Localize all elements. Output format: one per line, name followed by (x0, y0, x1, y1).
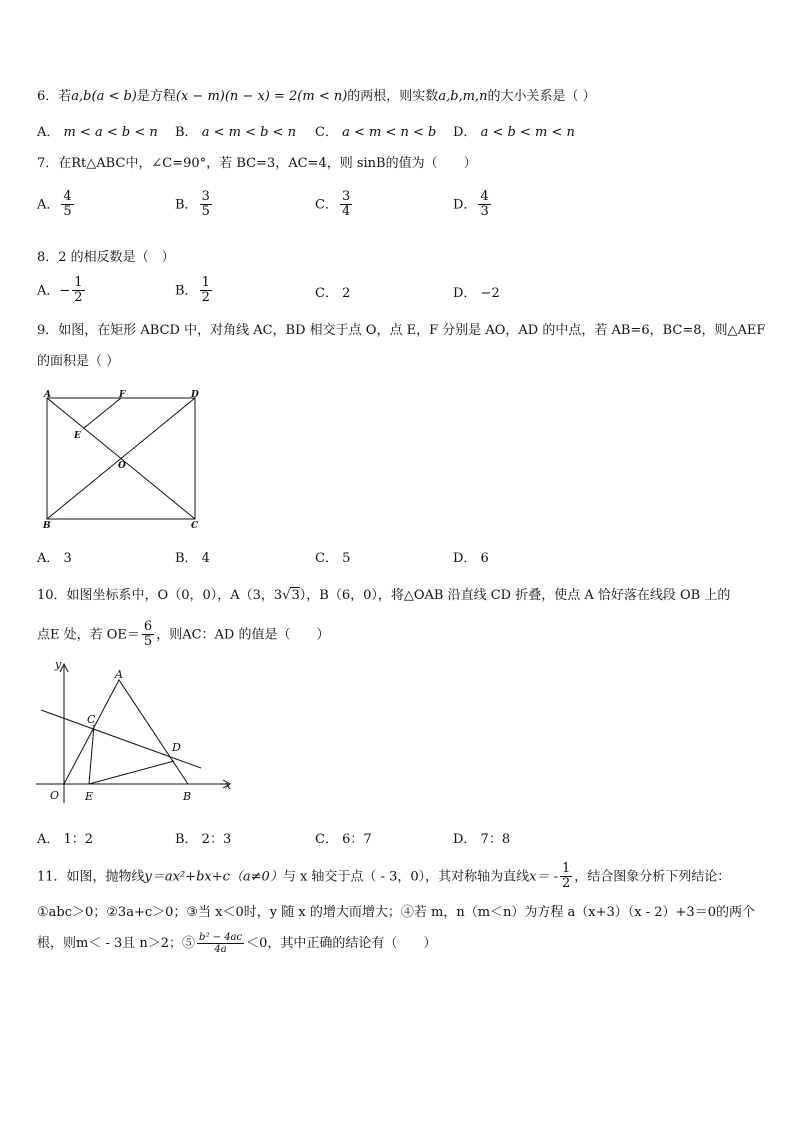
q7-option-b: B． $\frac{3}{5}$ (175, 189, 210, 220)
q9-option-d: D． 6 (453, 551, 489, 566)
q8-option-d: D． −2 (453, 286, 500, 301)
folded-segments (89, 725, 174, 784)
q7-option-a: A． $\frac{4}{5}$ (37, 189, 72, 220)
label-c: C (87, 713, 96, 726)
q7-option-c: C． $\frac{3}{4}$ (315, 189, 351, 220)
q6-option-b: B． a < m < b < n (175, 125, 296, 140)
q10-stem-line2: 点E 处，若 OE＝ $\frac{6}{5}$ ，则AC：AD 的值是（ ） (37, 619, 330, 650)
q9-option-a: A． 3 (37, 551, 72, 566)
q10-option-a: A． 1：2 (37, 832, 94, 847)
q11-line2: ①abc＞0；②3a+c＞0；③当 x＜0时，y 随 x 的增大而增大；④若 m，n（m＜n）为方程 a（x+3）（x - 2）+3＝0的两个 (37, 905, 755, 920)
q7-option-d: D． $\frac{4}{3}$ (453, 189, 489, 220)
label-e: E (85, 790, 94, 803)
q8-option-c: C． 2 (315, 286, 351, 301)
q10-coordinate-figure (36, 658, 246, 806)
q9-stem-line1: 9．如图，在矩形 ABCD 中，对角线 AC，BD 相交于点 O，点 E，F 分别是 AO，AD 的中点，若 AB=6，BC=8，则△AEF (37, 323, 766, 338)
q8-stem: 8．2 的相反数是（ ） (37, 250, 175, 265)
label-d: D (191, 390, 199, 400)
q10-option-b: B． 2：3 (175, 832, 232, 847)
triangle-oab (64, 680, 188, 784)
label-y: y (55, 658, 62, 671)
label-e: E (74, 431, 81, 441)
q11-line1: 11．如图，抛物线y＝ax²+bx+c（a≠0）与 x 轴交于点（ - 3，0），其对称轴为直线x＝ - $\frac{1}{2}$ ，结合图象分析下列结论： (37, 861, 731, 892)
label-x: x (225, 779, 232, 792)
q10-stem-line1: 10．如图坐标系中，O（0，0），A（3，3√3），B（6，0），将△OAB 沿直线 CD 折叠，使点 A 恰好落在线段 OB 上的 (37, 588, 731, 603)
q9-rectangle-figure (38, 388, 208, 530)
q10-option-d: D． 7：8 (453, 832, 511, 847)
q11-line3: 根，则m＜ - 3且 n＞2；⑤ $\frac{\text{b² − 4ac}}{4a}$ ＜0，其中正确的结论有（ ） (37, 932, 437, 955)
q8-option-b: B． $\frac{1}{2}$ (175, 275, 210, 306)
label-c: C (191, 521, 199, 530)
segment-ef (84, 398, 121, 428)
label-a: A (115, 668, 123, 681)
q6-option-a: A． m < a < b < n (37, 125, 158, 140)
q9-option-c: C． 5 (315, 551, 351, 566)
q6-option-c: C． a < m < n < b (315, 125, 437, 140)
label-d: D (172, 741, 181, 754)
fold-line-cd (41, 710, 201, 768)
q7-stem: 7．在Rt△ABC中，∠C=90°，若 BC=3，AC=4，则 sinB的值为（ ） (37, 156, 477, 171)
label-o: O (118, 461, 126, 471)
q6-stem: 6．若a,b(a < b)是方程(x − m)(n − x) = 2(m < n)的两根，则实数a,b,m,n的大小关系是（ ） (37, 89, 596, 104)
q10-option-c: C． 6：7 (315, 832, 372, 847)
label-b: B (183, 790, 192, 803)
label-b: B (43, 521, 51, 530)
q6-option-d: D． a < b < m < n (453, 125, 575, 140)
label-a: A (44, 390, 51, 400)
q8-option-a: A．− $\frac{1}{2}$ (37, 275, 83, 306)
q9-option-b: B． 4 (175, 551, 210, 566)
label-f: F (119, 390, 126, 400)
label-o: O (50, 789, 60, 802)
q9-stem-line2: 的面积是（ ） (37, 354, 120, 369)
